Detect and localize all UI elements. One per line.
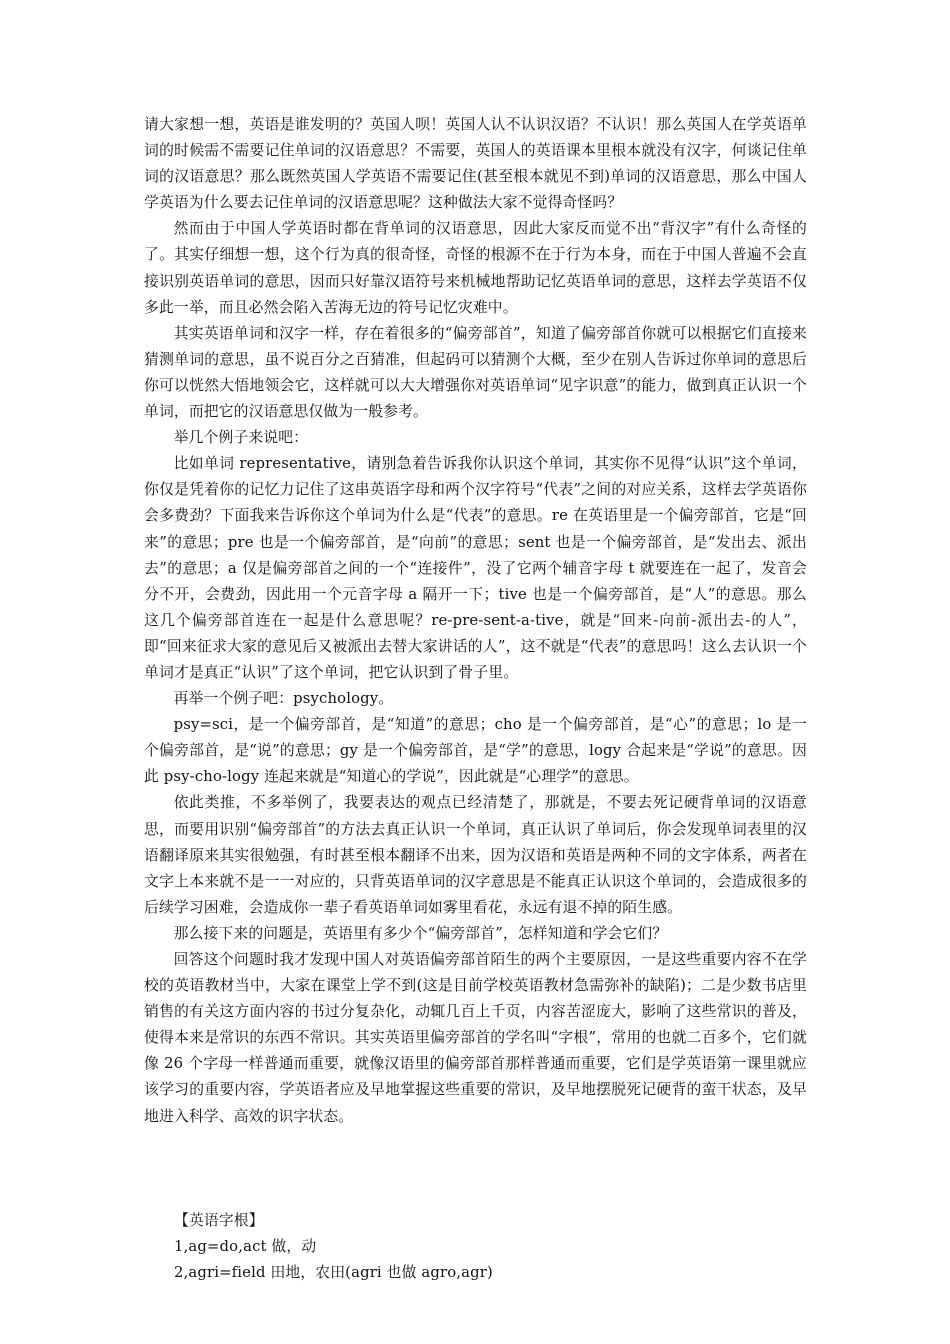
paragraph-4: 举几个例子来说吧： (173, 429, 309, 447)
section-spacer (144, 1130, 807, 1208)
document-page (144, 112, 807, 1286)
paragraph-3: 其实英语单词和汉字一样，存在着很多的“偏旁部首”，知道了偏旁部首你就可以根据它们直接来猜测单词的意思，虽不说百分之百猜准，但起码可以猜测个大概，至少在别人告诉过你单词的意思后你可以恍然大悟地领会它，这样就可以大大增强你对英语单词“见字识意”的能力，做到真正认识一个单词，而把它的汉语意思仅做为一般参考。 (144, 324, 807, 421)
paragraph-10: 回答这个问题时我才发现中国人对英语偏旁部首陌生的两个主要原因，一是这些重要内容不在学校的英语教材当中，大家在课堂上学不到(这是目前学校英语教材急需弥补的缺陷)；二是少数书店里销售的有关这方面内容的书过分复杂化，动辄几百上千页，内容苦涩庞大，影响了这些常识的普及，使得本来是常识的东西不常识。其实英语里偏旁部首的学名叫“字根”，常用的也就二百多个，它们就像 26 个字母一样普通而重要，就像汉语里的偏旁部首那样普通而重要，它们是学英语第一课里就应该学习的重要内容，学英语者应及早地掌握这些重要的常识，及早地摆脱死记硬背的蛮干状态，及早地进入科学、高效的识字状态。 (144, 951, 807, 1125)
paragraph-9: 那么接下来的问题是，英语里有多少个“偏旁部首”，怎样知道和学会它们？ (173, 924, 668, 942)
paragraph-2: 然而由于中国人学英语时都在背单词的汉语意思，因此大家反而觉不出“背汉字”有什么奇怪的了。其实仔细想一想，这个行为真的很奇怪，奇怪的根源不在于行为本身，而在于中国人普遍不会直接识别英语单词的意思，因而只好靠汉语符号来机械地帮助记忆英语单词的意思，这样去学英语不仅多此一举，而且必然会陷入苦海无边的符号记忆灾难中。 (144, 220, 807, 316)
paragraph-5: 比如单词 representative，请别急着告诉我你认识这个单词，其实你不见得“认识”这个单词，你仅是凭着你的记忆力记住了这串英语字母和两个汉字符号“代表”之间的对应关系，这样去学英语你会多费劲？下面我来告诉你这个单词为什么是“代表”的意思。re 在英语里是一个偏旁部首，它是“回来”的意思；pre 也是一个偏旁部首，是“向前”的意思；sent 也是一个偏旁部首，是“发出去、派出去”的意思；a 仅是偏旁部首之间的一个“连接件”，没了它两个辅音字母 t 就要连在一起了，发音会分不开，会费劲，因此用一个元音字母 a 隔开一下；tive 也是一个偏旁部首，是“人”的意思。那么这几个偏旁部首连在一起是什么意思呢？re-pre-sent-a-tive，就是“回来-向前-派出去-的人”，即“回来征求大家的意见后又被派出去替大家讲话的人”，这不就是“代表”的意思吗！这么去认识一个单词才是真正“认识”了这个单词，把它认识到了骨子里。 (144, 455, 807, 681)
paragraph-8: 依此类推，不多举例了，我要表达的观点已经清楚了，那就是，不要去死记硬背单词的汉语意思，而要用识别“偏旁部首”的方法去真正认识一个单词，真正认识了单词后，你会发现单词表里的汉语翻译原来其实很勉强，有时甚至根本翻译不出来，因为汉语和英语是两种不同的文字体系，两者在文字上本来就不是一一对应的，只背英语单词的汉字意思是不能真正认识这个单词的，会造成很多的后续学习困难，会造成你一辈子看英语单词如雾里看花，永远有退不掉的陌生感。 (144, 794, 807, 916)
paragraph-6: 再举一个例子吧：psychology。 (173, 690, 394, 708)
section-heading: 【英语字根】 (174, 1211, 264, 1229)
root-entry-2: 2,agri=field 田地，农田(agri 也做 agro,agr) (174, 1263, 493, 1281)
root-entry-1: 1,ag=do,act 做，动 (174, 1237, 317, 1255)
paragraph-7: psy=sci，是一个偏旁部首，是“知道”的意思；cho 是一个偏旁部首，是“心”的意思；lo 是一个偏旁部首，是“说”的意思；gy 是一个偏旁部首，是“学”的意思，logy 合起来是“学说”的意思。因此 psy-cho-logy 连起来就是“知道心的学说”，因此就是“心理学”的意思。 (144, 716, 807, 786)
paragraph-1: 请大家想一想，英语是谁发明的？英国人呗！英国人认不认识汉语？不认识！那么英国人在学英语单词的时候需不需要记住单词的汉语意思？不需要，英国人的英语课本里根本就没有汉字，何谈记住单词的汉语意思？那么既然英国人学英语不需要记住(甚至根本就见不到)单词的汉语意思，那么中国人学英语为什么要去记住单词的汉语意思呢？这种做法大家不觉得奇怪吗？ (144, 116, 807, 212)
